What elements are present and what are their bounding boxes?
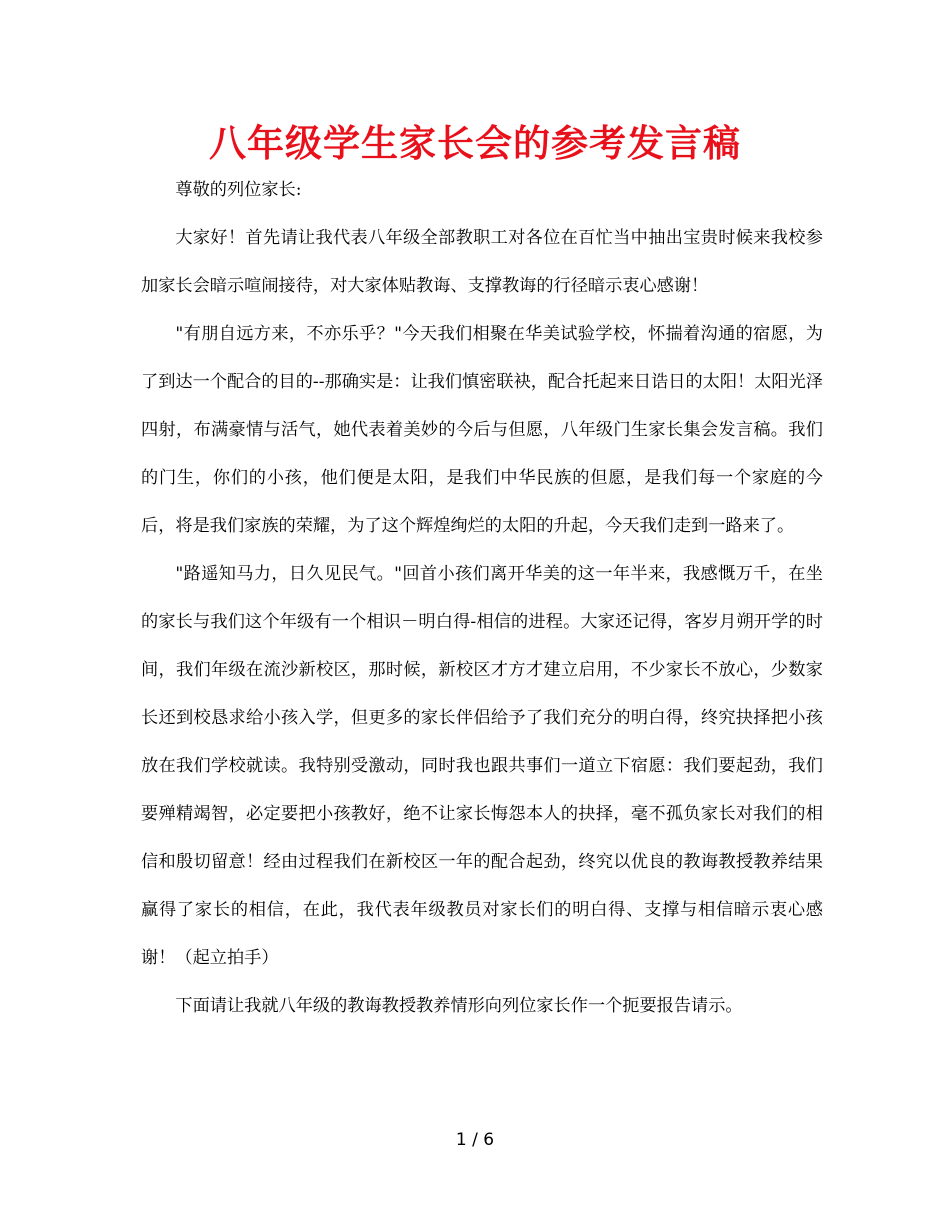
body-paragraph: 下面请让我就八年级的教诲教授教养情形向列位家长作一个扼要报告请示。	[175, 996, 743, 1016]
greeting-paragraph: 尊敬的列位家长:	[175, 180, 302, 200]
body-paragraph: "路遥知马力，日久见民气。"回首小孩们离开华美的这一年半来，我感慨万千，在坐的家长与我们这个年级有一个相识－明白得-相信的进程。大家还记得，客岁月朔开学的时间，我们年级在流沙新校区，那时候，新校区才方才建立启用，不少家长不放心，少数家长还到校恳求给小孩入学，但更多的家长伴侣给予了我们充分的明白得，终究抉择把小孩放在我们学校就读。我特别受激动，同时我也跟共事们一道立下宿愿：我们要起劲，我们要殚精竭智，必定要把小孩教好，绝不让家长悔怨本人的抉择，毫不孤负家长对我们的相信和殷切留意！经由过程我们在新校区一年的配合起劲，终究以优良的教诲教授教养结果赢得了家长的相信，在此，我代表年级教员对家长们的明白得、支撑与相信暗示衷心感谢！（起立拍手）	[141, 564, 823, 968]
page-number: 1 / 6	[455, 1130, 495, 1150]
body-paragraph: "有朋自远方来，不亦乐乎？"今天我们相聚在华美试验学校，怀揣着沟通的宿愿，为了到达一个配合的目的--那确实是：让我们慎密联袂，配合托起来日诰日的太阳！太阳光泽四射，布满豪情与活气，她代表着美妙的今后与但愿，八年级门生家长集会发言稿。我们的门生，你们的小孩，他们便是太阳，是我们中华民族的但愿，是我们每一个家庭的今后，将是我们家族的荣耀，为了这个辉煌绚烂的太阳的升起，今天我们走到一路来了。	[141, 324, 823, 536]
document-body	[141, 166, 823, 1030]
body-paragraph: 大家好！首先请让我代表八年级全部教职工对各位在百忙当中抽出宝贵时候来我校参加家长会暗示喧闹接待，对大家体贴教诲、支撑教诲的行径暗示衷心感谢！	[141, 228, 823, 296]
document-title: 八年级学生家长会的参考发言稿	[209, 122, 741, 165]
